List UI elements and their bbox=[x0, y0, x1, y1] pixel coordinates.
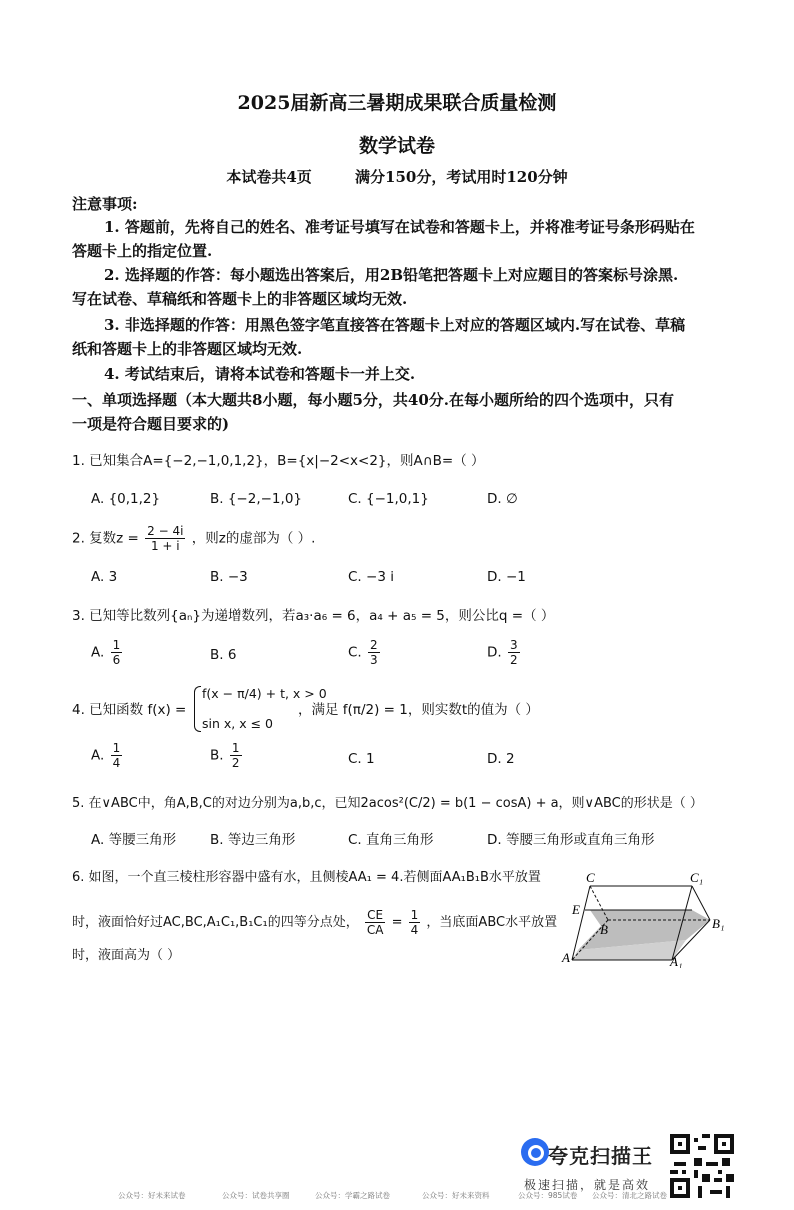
section1-heading-a: 一、单项选择题（本大题共8小题，每小题5分，共40分.在每小题所给的四个选项中，只有 bbox=[72, 391, 674, 409]
prism-figure bbox=[560, 868, 730, 968]
exam-title: 2025届新高三暑期成果联合质量检测 bbox=[237, 92, 557, 114]
footer-text-4: 公众号：好未来资料 bbox=[422, 1191, 490, 1200]
q4-brace bbox=[194, 686, 201, 732]
label-a: A bbox=[562, 950, 570, 965]
q3-option-c bbox=[348, 638, 382, 667]
label-a1: A₁ bbox=[670, 954, 683, 968]
notice-item-2a: 2. 选择题的作答：每小题选出答案后，用2B铅笔把答题卡上对应题目的答案标号涂黑. bbox=[104, 266, 679, 284]
exam-subtitle: 数学试卷 bbox=[358, 135, 435, 157]
q1-option-d: D. ∅ bbox=[487, 491, 518, 507]
q4-case-2: sin x, x ≤ 0 bbox=[202, 716, 273, 731]
q5-option-a: A. 等腰三角形 bbox=[91, 832, 177, 848]
q4-option-a bbox=[91, 741, 124, 770]
q6-val-num: 1 bbox=[410, 908, 419, 922]
q4-opt-b-num: 1 bbox=[231, 741, 240, 755]
question-5: 5. 在∨ABC中，角A,B,C的对边分别为a,b,c，已知2acos²(C/2) = b(1 − cosA) + a，则∨ABC的形状是（ ） bbox=[72, 796, 703, 811]
q3-option-a bbox=[91, 638, 124, 667]
q5-option-c: C. 直角三角形 bbox=[348, 832, 434, 848]
question-1: 1. 已知集合A={−2,−1,0,1,2}，B={x|−2<x<2}，则A∩B=（ ） bbox=[72, 453, 485, 469]
q3-opt-c-label: C. bbox=[348, 644, 362, 661]
question-2 bbox=[72, 524, 315, 553]
footer-text-3: 公众号：学霸之路试卷 bbox=[315, 1191, 390, 1200]
qr-code-icon bbox=[670, 1134, 734, 1198]
q2-frac-den: 1 + i bbox=[150, 539, 180, 553]
label-c: C bbox=[586, 870, 595, 885]
scanner-brand: 夸克扫描王 bbox=[548, 1144, 653, 1168]
q6-frac-num: CE bbox=[365, 908, 386, 923]
q2-suffix: ，则z的虚部为（ ）. bbox=[191, 530, 316, 547]
q2-option-d: D. −1 bbox=[487, 569, 526, 585]
q6-line2-a: 时，液面恰好过AC,BC,A₁C₁,B₁C₁的四等分点处， bbox=[72, 915, 359, 930]
q6-eq: = bbox=[391, 915, 403, 930]
label-e: E bbox=[572, 902, 580, 917]
q3-opt-c-den: 3 bbox=[370, 653, 378, 667]
footer-text-5: 公众号：985试卷 bbox=[518, 1191, 578, 1200]
notice-item-4: 4. 考试结束后，请将本试卷和答题卡一并上交. bbox=[104, 365, 416, 383]
label-b: B bbox=[600, 922, 608, 937]
q4-prefix: 4. 已知函数 f(x) = bbox=[72, 702, 187, 718]
exam-meta bbox=[0, 166, 794, 187]
q6-line-3: 时，液面高为（ ） bbox=[72, 948, 181, 963]
q4-suffix: ，满足 f(π/2) = 1，则实数t的值为（ ） bbox=[298, 702, 539, 718]
q6-line2-b: ，当底面ABC水平放置 bbox=[426, 915, 558, 930]
q3-opt-a-num: 1 bbox=[112, 638, 121, 652]
label-c1: C₁ bbox=[690, 870, 704, 885]
notice-item-3a: 3. 非选择题的作答：用黑色签字笔直接答在答题卡上对应的答题区域内.写在试卷、草稿 bbox=[104, 316, 686, 334]
q2-option-a: A. 3 bbox=[91, 569, 118, 585]
notice-item-1b: 答题卡上的指定位置. bbox=[72, 242, 213, 260]
q4-option-c: C. 1 bbox=[348, 751, 375, 767]
q6-line-2 bbox=[72, 908, 557, 937]
q4-option-d: D. 2 bbox=[487, 751, 515, 767]
q4-opt-a-label: A. bbox=[91, 747, 105, 764]
label-b1: B₁ bbox=[712, 916, 725, 931]
footer-text-6: 公众号：清北之路试卷 bbox=[592, 1191, 667, 1200]
notice-item-1a: 1. 答题前，先将自己的姓名、准考证号填写在试卷和答题卡上，并将准考证号条形码贴在 bbox=[104, 218, 695, 236]
q4-opt-a-den: 4 bbox=[112, 756, 121, 770]
q4-opt-b-den: 2 bbox=[231, 756, 240, 770]
q3-opt-d-label: D. bbox=[487, 644, 502, 661]
q2-option-b: B. −3 bbox=[210, 569, 248, 585]
q4-opt-a-num: 1 bbox=[112, 741, 121, 755]
quark-logo-icon bbox=[521, 1138, 549, 1166]
notice-item-2b: 写在试卷、草稿纸和答题卡上的非答题区域均无效. bbox=[72, 290, 408, 308]
q6-line-1: 6. 如图，一个直三棱柱形容器中盛有水，且侧棱AA₁ = 4.若侧面AA₁B₁B水平放置 bbox=[72, 870, 541, 885]
q4-case-1: f(x − π/4) + t, x > 0 bbox=[202, 686, 327, 701]
page-count: 本试卷共4页 bbox=[226, 168, 312, 186]
q3-option-d bbox=[487, 638, 522, 667]
q2-fraction bbox=[145, 524, 185, 553]
q3-opt-d-den: 2 bbox=[509, 653, 518, 667]
q2-option-c: C. −3 i bbox=[348, 569, 394, 585]
scanner-slogan: 极速扫描，就是高效 bbox=[524, 1178, 651, 1192]
q5-option-b: B. 等边三角形 bbox=[210, 832, 296, 848]
score-time: 满分150分，考试用时120分钟 bbox=[355, 168, 568, 186]
footer-text-1: 公众号：好未来试卷 bbox=[118, 1191, 186, 1200]
q5-option-d: D. 等腰三角形或直角三角形 bbox=[487, 832, 655, 848]
q2-frac-num: 2 − 4i bbox=[147, 524, 184, 538]
q3-option-b: B. 6 bbox=[210, 647, 237, 663]
q4-opt-b-label: B. bbox=[210, 747, 224, 764]
q3-opt-c-num: 2 bbox=[370, 638, 378, 652]
q1-option-c: C. {−1,0,1} bbox=[348, 491, 429, 507]
footer-text-2: 公众号：试卷共享圈 bbox=[222, 1191, 290, 1200]
q6-frac-den: CA bbox=[366, 923, 384, 937]
q3-opt-a-label: A. bbox=[91, 644, 105, 661]
notice-heading: 注意事项: bbox=[72, 195, 138, 213]
q3-opt-a-den: 6 bbox=[112, 653, 121, 667]
q1-option-b: B. {−2,−1,0} bbox=[210, 491, 302, 507]
q2-prefix: 2. 复数z = bbox=[72, 530, 139, 547]
section1-heading-b: 一项是符合题目要求的) bbox=[72, 415, 230, 433]
notice-item-3b: 纸和答题卡上的非答题区域均无效. bbox=[72, 340, 303, 358]
q3-opt-d-num: 3 bbox=[509, 638, 518, 652]
q6-val-den: 4 bbox=[410, 923, 419, 937]
question-3: 3. 已知等比数列{aₙ}为递增数列，若a₃·a₆ = 6，a₄ + a₅ = 5，则公比q =（ ） bbox=[72, 608, 555, 624]
q1-option-a: A. {0,1,2} bbox=[91, 491, 161, 507]
q4-option-b bbox=[210, 741, 244, 770]
